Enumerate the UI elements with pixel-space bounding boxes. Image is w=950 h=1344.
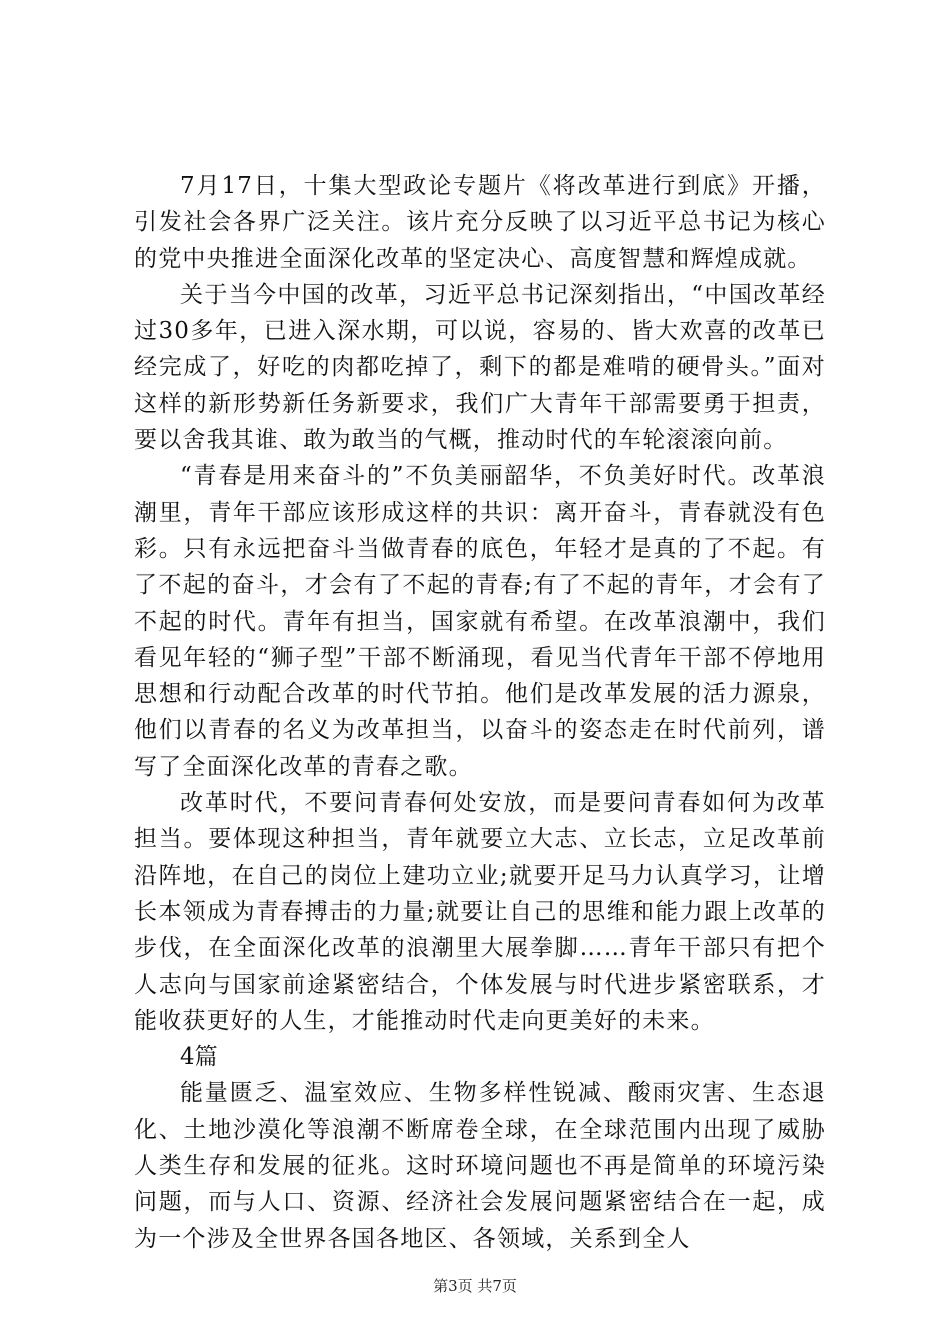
section-heading: 4篇: [180, 1044, 218, 1071]
paragraph-1: 7月17日，十集大型政论专题片《将改革进行到底》开播，引发社会各界广泛关注。该片充分反映了以习近平总书记为核心的党中央推进全面深化改革的坚定决心、高度智慧和辉煌成就。: [134, 173, 826, 272]
paragraph-4: 改革时代，不要问青春何处安放，而是要问青春如何为改革担当。要体现这种担当，青年就要立大志、立长志，立足改革前沿阵地，在自己的岗位上建功立业;就要开足马力认真学习，让增长本领成为青春搏击的力量;就要让自己的思维和能力跟上改革的步伐，在全面深化改革的浪潮里大展拳脚……青年干部只有把个人志向与国家前途紧密结合，个体发展与时代进步紧密联系，才能收获更好的人生，才能推动时代走向更美好的未来。: [134, 790, 826, 1034]
paragraph-3: “青春是用来奋斗的”不负美丽韶华，不负美好时代。改革浪潮里，青年干部应该形成这样的共识：离开奋斗，青春就没有色彩。只有永远把奋斗当做青春的底色，年轻才是真的了不起。有了不起的奋斗，才会有了不起的青春;有了不起的青年，才会有了不起的时代。青年有担当，国家就有希望。在改革浪潮中，我们看见年轻的“狮子型”干部不断涌现，看见当代青年干部不停地用思想和行动配合改革的时代节拍。他们是改革发展的活力源泉，他们以青春的名义为改革担当，以奋斗的姿态走在时代前列，谱写了全面深化改革的青春之歌。: [134, 463, 826, 780]
page-footer: 第3页 共7页: [433, 1277, 517, 1295]
paragraph-2: 关于当今中国的改革，习近平总书记深刻指出，“中国改革经过30多年，已进入深水期，可以说，容易的、皆大欢喜的改革已经完成了，好吃的肉都吃掉了，剩下的都是难啃的硬骨头。”面对这样的新形势新任务新要求，我们广大青年干部需要勇于担责，要以舍我其谁、敢为敢当的气概，推动时代的车轮滚滚向前。: [134, 281, 826, 454]
document-body: [134, 168, 826, 1257]
paragraph-5: 能量匮乏、温室效应、生物多样性锐减、酸雨灾害、生态退化、土地沙漠化等浪潮不断席卷全球，在全球范围内出现了威胁人类生存和发展的征兆。这时环境问题也不再是简单的环境污染问题，而与人口、资源、经济社会发展问题紧密结合在一起，成为一个涉及全世界各国各地区、各领域，关系到全人: [134, 1080, 826, 1252]
